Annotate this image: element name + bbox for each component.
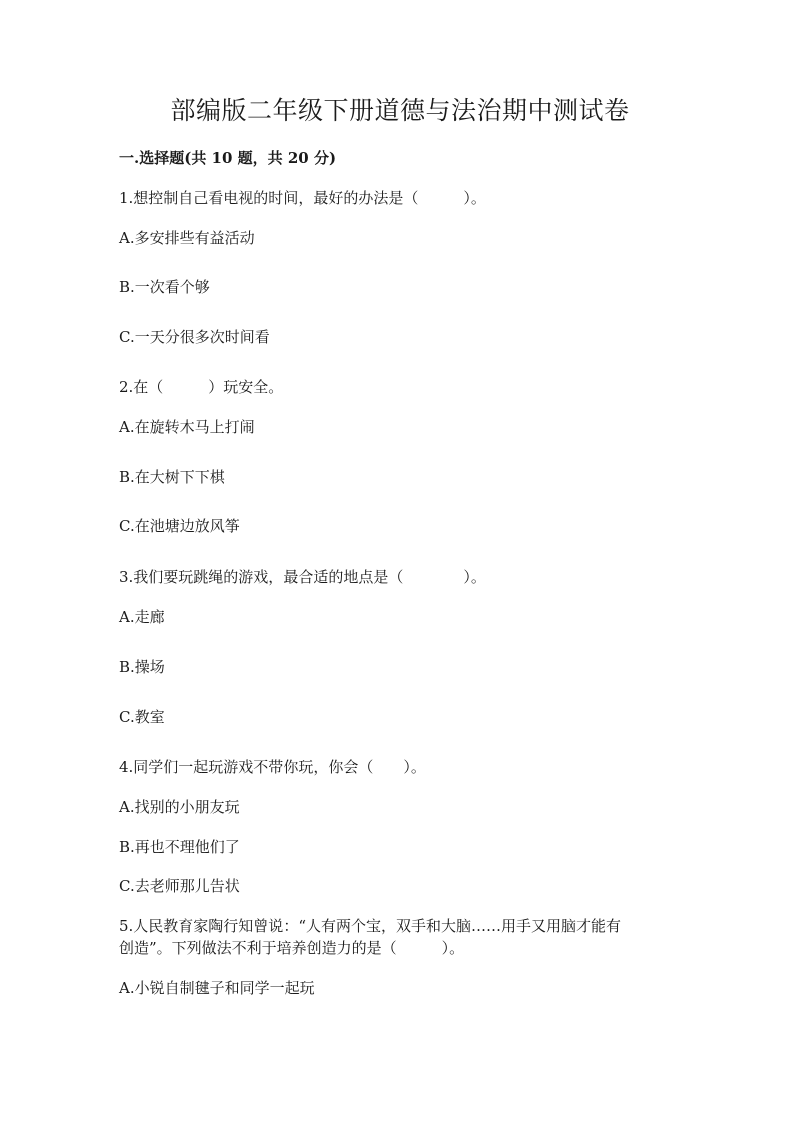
question-1-stem: 1.想控制自己看电视的时间，最好的办法是（ ）。: [119, 189, 486, 207]
question-4-option-c: C.去老师那儿告状: [119, 877, 240, 895]
question-3-option-c: C.教室: [119, 708, 165, 726]
question-5-stem: 5.人民教育家陶行知曾说：“人有两个宝，双手和大脑……用手又用脑才能有: [119, 917, 621, 935]
question-5-stem-line-2: 创造”。下列做法不利于培养创造力的是（ ）。: [119, 939, 465, 957]
question-2-option-b: B.在大树下下棋: [119, 468, 225, 486]
question-2-option-c: C.在池塘边放风筝: [119, 517, 240, 535]
section-heading: 一.选择题(共 10 题，共 20 分): [119, 149, 337, 167]
question-4-option-b: B.再也不理他们了: [119, 838, 240, 856]
question-4-option-a: A.找别的小朋友玩: [119, 798, 240, 816]
question-4-stem: 4.同学们一起玩游戏不带你玩，你会（ ）。: [119, 758, 426, 776]
question-1-option-b: B.一次看个够: [119, 278, 210, 296]
question-2-stem: 2.在（ ）玩安全。: [119, 378, 284, 396]
question-5-option-a: A.小锐自制毽子和同学一起玩: [119, 979, 315, 997]
question-2-option-a: A.在旋转木马上打闹: [119, 418, 255, 436]
question-1-option-c: C.一天分很多次时间看: [119, 328, 270, 346]
question-3-option-b: B.操场: [119, 658, 165, 676]
question-1-option-a: A.多安排些有益活动: [119, 229, 255, 247]
exam-title: 部编版二年级下册道德与法治期中测试卷: [170, 96, 630, 125]
question-3-option-a: A.走廊: [119, 608, 165, 626]
question-3-stem: 3.我们要玩跳绳的游戏，最合适的地点是（ ）。: [119, 568, 486, 586]
